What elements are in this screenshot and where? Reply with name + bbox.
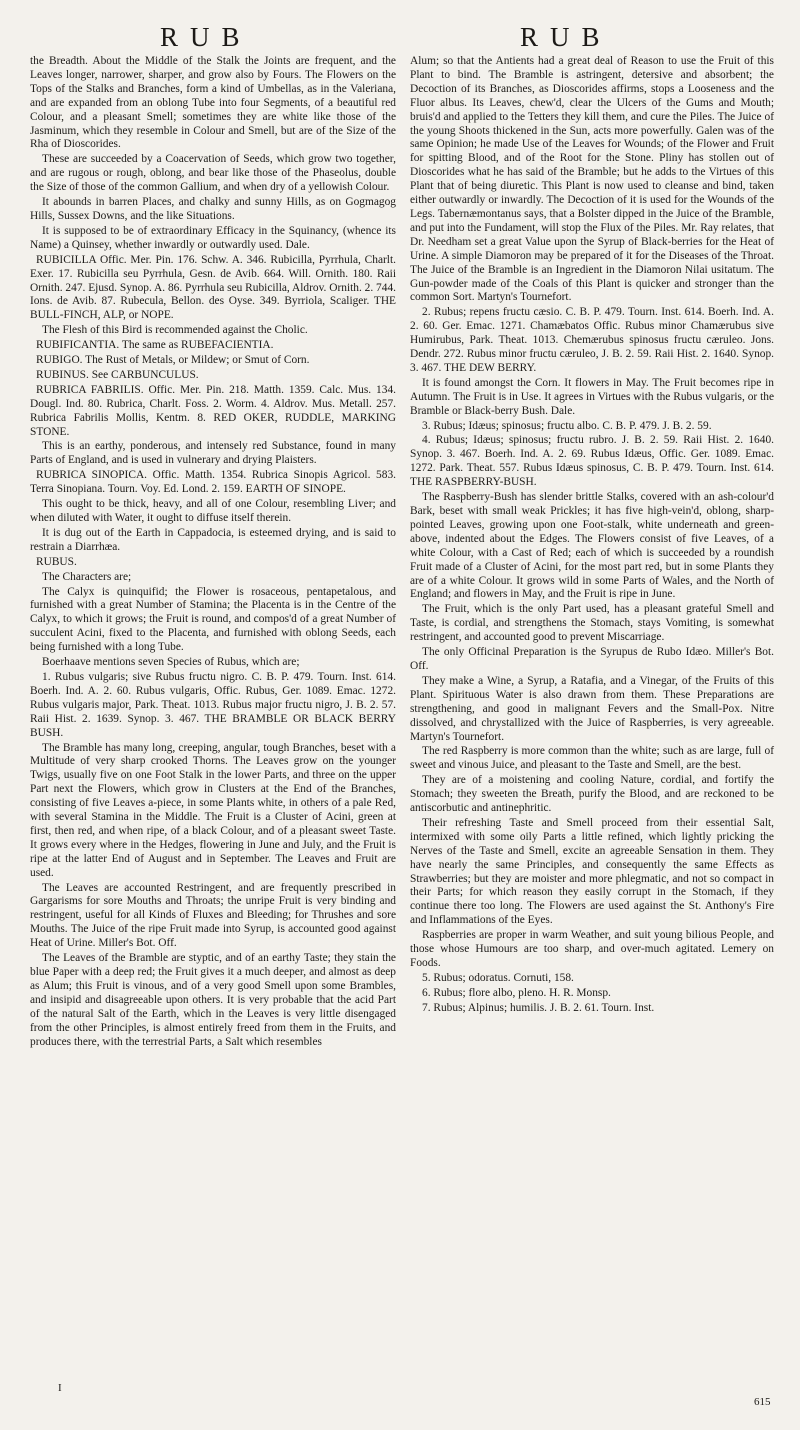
page-number: 615 (754, 1396, 771, 1408)
paragraph: They are of a moistening and cooling Nature, cordial, and fortify the Stomach; they sweeten the Breath, purify the Blood, and are reckoned to be antiscorbutic and antinephritic. (410, 774, 774, 815)
paragraph: The Leaves of the Bramble are styptic, and of an earthy Taste; they stain the blue Paper with a deep red; the Fruit gives it a much deeper, and almost as deep as Alum; this Fruit is vinous, and of a very good Smell upon some Brambles, and insipid and disagreeable upon others. It is very probable that the acid Part of the natural Salt of the Earth, which in the Leaves is very little disengaged from the other Principles, is almost entirely freed from them in the Fruits, and produces there, with the terrestrial Parts, a Salt which resembles (30, 952, 396, 1048)
paragraph: The Flesh of this Bird is recommended against the Cholic. (42, 324, 308, 337)
paragraph: 5. Rubus; odoratus. Cornuti, 158. (422, 971, 574, 984)
paragraph: They make a Wine, a Syrup, a Ratafia, and a Vinegar, of the Fruits of this Plant. Spirituous Water is also drawn from them. These Preparations are strengthening, and good in malignant Fevers and the Small-Pox. Nitre dissolved, and chrystallized with the Juice of Raspberries, is very agreeable. Martyn's Tournefort. (410, 674, 774, 743)
paragraph: The Leaves are accounted Restringent, and are frequently prescribed in Gargarisms for sore Mouths and Throats; the unripe Fruit is very binding and restringent, useful for all Kinds of Fluxes and Bleeding; for Thrushes and sore Mouths. The Juice of the ripe Fruit made into Syrup, is accounted good against Heat of Urine. Miller's Bot. Off. (30, 881, 396, 950)
paragraph: This ought to be thick, heavy, and all of one Colour, resembling Liver; and when diluted with Water, it ought to diffuse itself therein. (30, 498, 396, 524)
paragraph: 2. Rubus; repens fructu cæsio. C. B. P. 479. Tourn. Inst. 614. Boerh. Ind. A. 2. 60. Ger. Emac. 1271. Chamæbatos Offic. Rubus minor Chamærubus sive Humirubus, Park. Theat. 1013. Chemærubus spinosus fructu cæruleo. Jons. Dendr. 272. Rubus minor fructu cæruleo, J. B. 2. 59. Raii Hist. 2. 1640. Synop. 3. 467. THE DEW BERRY. (410, 306, 774, 374)
entry-heading: RUBINUS. See CARBUNCULUS. (36, 368, 199, 381)
paragraph: This is an earthy, ponderous, and intensely red Substance, found in many Parts of England, and is used in vulnerary and drying Plaisters. (30, 440, 396, 467)
paragraph: 4. Rubus; Idæus; spinosus; fructu rubro. J. B. 2. 59. Raii Hist. 2. 1640. Synop. 3. 467. Boerh. Ind. A. 2. 69. Rubus Idæus, Offic. Ger. 1089. Emac. 1272. Park. Theat. 557. Rubus Idæus spinosus, C. B. P. 479. Tourn. Inst. 614. THE RASPBERRY-BUSH. (410, 434, 774, 489)
paragraph: These are succeeded by a Coacervation of Seeds, which grow two together, and are rugous or rough, oblong, and bear like those of the Phaseolus, double the Size of those of the common Gallium, and when dry of a yellowish Colour. (30, 153, 396, 194)
entry-heading: RUBICILLA Offic. Mer. Pin. 176. Schw. A. 346. Rubicilla, Pyrrhula, Charlt. Exer. 17. Rubicilla seu Pyrrhula, Gesn. de Avib. 664. Will. Ornith. 180. Raii Ornith. 247. Ejusd. Synop. A. 86. Pyrrhula seu Rubicilla, Aldrov. Ornith. 2. 744. Ions. de Avib. 87. Rubecula, Bellon. des Oyse. 349. Byrriola, Scaliger. THE BULL-FINCH, ALP, or NOPE. (30, 253, 396, 322)
paragraph: It is supposed to be of extraordinary Efficacy in the Squinancy, (whence its Name) a Quinsey, whether inwardly or outwardly used. Dale. (30, 224, 396, 251)
paragraph: Alum; so that the Antients had a great deal of Reason to use the Fruit of this Plant to bind. The Bramble is astringent, detersive and absorbent; the Decoction of its Branches, as Dioscorides affirms, stops a Looseness and the Fluor albus. Its Leaves, chew'd, clear the Ulcers of the Gums and Mouth; bruis'd and applied to the Tetters they kill them, and cure the Piles. The Juice of the young Shoots thickened in the Sun, acts more powerfully. Galen was of the same Opinion; he made Use of the Leaves for Wounds; of the Flower and Fruit for spitting Blood, and of the Root for the Stone. Pliny has stollen out of Dioscorides what he has said of the Bramble; but he adds to the Virtues of this Plant that of being diuretic. This Plant is now used to cleanse and bind, taken either outwardly or inwardly. The Decoction of it is used for the Wounds of the Legs. Tabernæmontanus says, that a Bolster dipped in the Juice of the Bramble, and put into the Fundament, will stop the Flux of the Piles. Mr. Ray relates, that Dr. Needham set a great Value upon the Syrup of Black-berries for the Heat of Urine. A simple Diamoron may be prepared of it for the Diseases of the Throat. The Juice of the Bramble is an Ingredient in the Diamoron Nilai usitatum. The Gun-powder made of the Coals of this Plant is quicker and stronger than the common Sort. Martyn's Tournefort. (410, 55, 774, 304)
paragraph: the Breadth. About the Middle of the Stalk the Joints are frequent, and the Leaves longer, narrower, sharper, and grow also by Fours. The Flowers on the Tops of the Stalks and Branches, form a kind of Umbellas, as in the Valeriana, and are expanded from an oblong Tube into four Segments, of a beautiful red Colour, and a pleasant Smell; sometimes they are white like those of the Jasminum, which they resemble in Colour and Smell, but are of the Size of the Rha of Dioscorides. (30, 55, 396, 151)
left-column (30, 55, 396, 1050)
entry-heading: RUBIGO. The Rust of Metals, or Mildew; or Smut of Corn. (36, 354, 310, 367)
paragraph: 6. Rubus; flore albo, pleno. H. R. Monsp. (422, 986, 611, 999)
entry-heading: RUBUS. (36, 555, 77, 568)
paragraph: The Raspberry-Bush has slender brittle Stalks, covered with an ash-colour'd Bark, beset with small weak Prickles; it has five high-vein'd, oblong, sharp-pointed Leaves, growing upon one Foot-stalk, white underneath and green-above, indented about the Edges. The Flowers consist of five Leaves, of a white Colour, with a Cast of Red; each of which is succeeded by a roundish Fruit made of a Cluster of Acini, for the most part red, but in some Plants they are of a white Colour. It grows wild in some Parts of Wales, and the North of England; and flowers in May, and the Fruit is ripe in June. (410, 491, 774, 601)
paragraph: 3. Rubus; Idæus; spinosus; fructu albo. C. B. P. 479. J. B. 2. 59. (422, 419, 712, 432)
running-head-right: RUB (520, 22, 612, 52)
entry-heading: RUBIFICANTIA. The same as RUBEFACIENTIA. (36, 339, 274, 352)
entry-heading: RUBRICA SINOPICA. Offic. Matth. 1354. Rubrica Sinopis Agricol. 583. Terra Sinopiana. Tourn. Voy. Ed. Lond. 2. 159. EARTH OF SINOPE. (30, 469, 396, 496)
right-column (410, 55, 774, 1017)
paragraph: The only Officinal Preparation is the Syrupus de Rubo Idæo. Miller's Bot. Off. (410, 646, 774, 672)
paragraph: 1. Rubus vulgaris; sive Rubus fructu nigro. C. B. P. 479. Tourn. Inst. 614. Boerh. Ind. A. 2. 60. Rubus vulgaris, Offic. Rubus, Ger. 1089. Emac. 1272. Rubus vulgaris major, Park. Theat. 1013. Rubus major fructu nigro, J. B. 2. 57. Raii Hist. 2. 1639. Synop. 3. 467. THE BRAMBLE OR BLACK BERRY BUSH. (30, 670, 396, 739)
paragraph: Boerhaave mentions seven Species of Rubus, which are; (42, 656, 300, 669)
paragraph: The red Raspberry is more common than the white; such as are large, full of sweet and vinous Juice, and pleasant to the Taste and Smell, are the best. (410, 745, 774, 772)
paragraph: 7. Rubus; Alpinus; humilis. J. B. 2. 61. Tourn. Inst. (422, 1001, 655, 1014)
signature-mark: I (58, 1382, 62, 1394)
running-head-left: RUB (160, 22, 252, 52)
entry-heading: RUBRICA FABRILIS. Offic. Mer. Pin. 218. Matth. 1359. Calc. Mus. 134. Dougl. Ind. 80. Rubrica, Charlt. Foss. 2. Worm. 4. Aldrov. Mus. Metall. 257. Rubrica Fabrilis Mollis, Kentm. 8. RED OKER, RUDDLE, MARKING STONE. (30, 383, 396, 438)
paragraph: The Fruit, which is the only Part used, has a pleasant grateful Smell and Taste, is cordial, and strengthens the Stomach, stays Vomiting, is somewhat restringent, and accounted good to prevent Miscarriage. (410, 603, 774, 644)
paragraph: It is dug out of the Earth in Cappadocia, is esteemed drying, and is said to restrain a Diarrhæa. (30, 526, 396, 553)
paragraph: Their refreshing Taste and Smell proceed from their essential Salt, intermixed with some oily Parts a little refined, which lightly pricking the Nerves of the Taste and Smell, excite an agreeable Sensation in them. They have nearly the same Principles, and consequently the same Effects as Strawberries; but they are moister and more phlegmatic, and not so compact in their Parts; for which reason they easily corrupt in the Stomach, if they continue there too long. The Flowers are used against the St. Anthony's Fire and Inflammations of the Eyes. (410, 816, 774, 927)
paragraph: The Calyx is quinquifid; the Flower is rosaceous, pentapetalous, and furnished with a great Number of Stamina; the Placenta is in the Centre of the Calyx, to which it grows; the Fruit is round, and compos'd of a great Number of succulent Acini, fixed to the Placenta, and furnished with oblong Seeds, each being furnished with a long Tube. (30, 585, 396, 654)
paragraph: The Bramble has many long, creeping, angular, tough Branches, beset with a Multitude of very sharp crooked Thorns. The Leaves grow on the younger Twigs, usually five on one Foot Stalk in the lower Parts, and three on the upper Part next the Flowers, which grow in Clusters at the End of the Branches, consisting of five Leaves a-piece, in some Plants white, in others of a pale Red, with several Stamina in the Middle. The Fruit is a Cluster of Acini, green at first, then red, and when ripe, of a black Colour, and of a pleasant sweet Taste. It grows every where in the Hedges, flowering in June and July, and the Fruit is ripe at the latter End of August and in September. The Leaves and Fruit are used. (30, 741, 396, 879)
paragraph: It abounds in barren Places, and chalky and sunny Hills, as on Gogmagog Hills, Sussex Downs, and the like Situations. (30, 196, 396, 222)
paragraph: It is found amongst the Corn. It flowers in May. The Fruit becomes ripe in Autumn. The Fruit is in Use. It agrees in Virtues with the Rubus vulgaris, or the Bramble or Black-berry Bush. Dale. (410, 376, 774, 417)
paragraph: Raspberries are proper in warm Weather, and suit young bilious People, and those whose Humours are too sharp, and over-much agitated. Lemery on Foods. (410, 929, 774, 969)
paragraph: The Characters are; (42, 570, 132, 583)
